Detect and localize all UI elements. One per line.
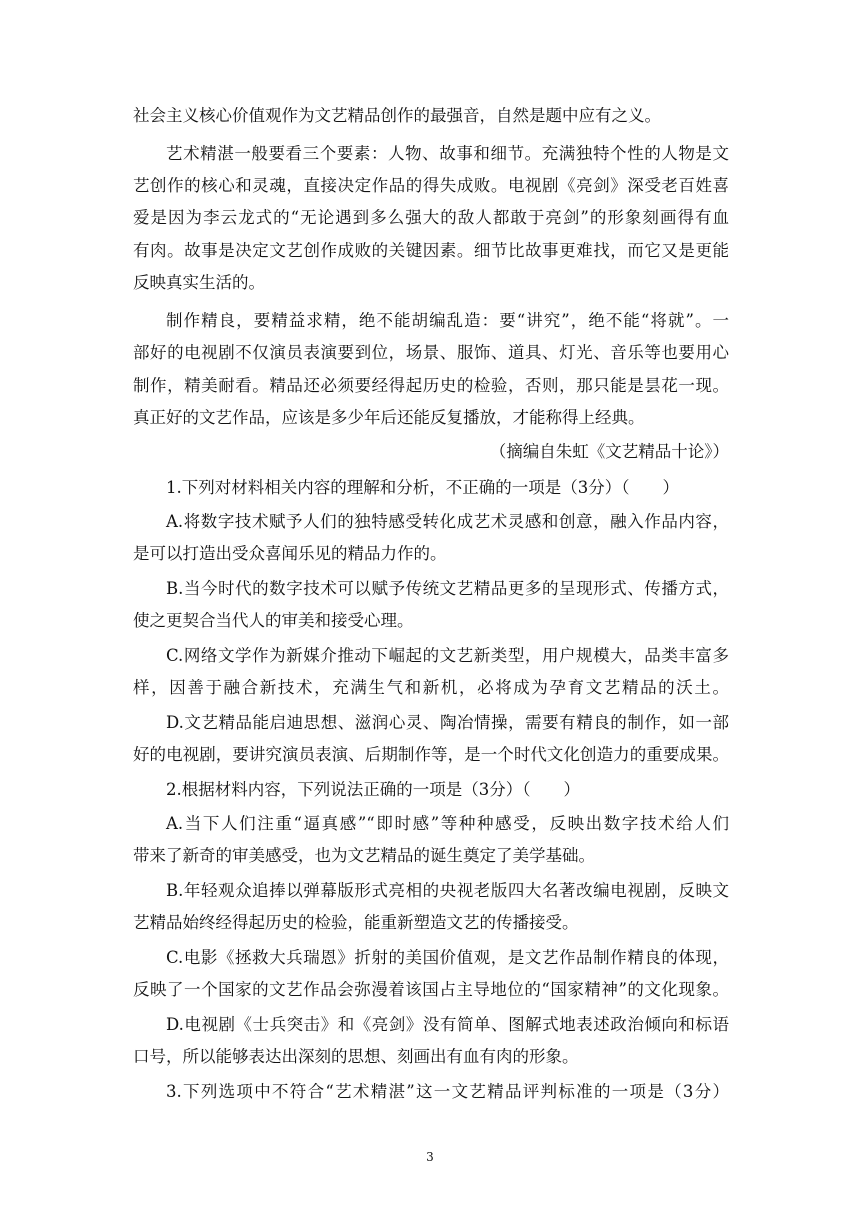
question-3: 3.下列选项中不符合“艺术精湛”这一文艺精品评判标准的一项是（3分） bbox=[166, 1082, 729, 1101]
option-line: 样，因善于融合新技术，充满生气和新机，必将成为孕育文艺精品的沃土。 bbox=[133, 678, 729, 697]
option-line: B.当今时代的数字技术可以赋予传统文艺精品更多的呈现形式、传播方式， bbox=[166, 579, 729, 598]
option-line: 带来了新奇的审美感受，也为文艺精品的诞生奠定了美学基础。 bbox=[133, 846, 595, 865]
question-1: 1.下列对材料相关内容的理解和分析，不正确的一项是（3分）（ ） bbox=[166, 478, 679, 497]
text-line: 反映真实生活的。 bbox=[133, 273, 265, 292]
option-line: 好的电视剧，要讲究演员表演、后期制作等，是一个时代文化创造力的重要成果。 bbox=[133, 745, 729, 764]
text-line: 有肉。故事是决定文艺创作成败的关键因素。细节比故事更难找，而它又是更能 bbox=[133, 241, 729, 260]
option-line: A.当下人们注重“逼真感”“即时感”等种种感受，反映出数字技术给人们 bbox=[166, 814, 729, 833]
option-line: D.文艺精品能启迪思想、滋润心灵、陶冶情操，需要有精良的制作，如一部 bbox=[166, 713, 729, 732]
question-2: 2.根据材料内容，下列说法正确的一项是（3分）（ ） bbox=[166, 780, 580, 799]
option-line: 艺精品始终经得起历史的检验，能重新塑造文艺的传播接受。 bbox=[133, 913, 579, 932]
option-line: 口号，所以能够表达出深刻的思想、刻画出有血有肉的形象。 bbox=[133, 1047, 579, 1066]
text-line: 部好的电视剧不仅演员表演要到位，场景、服饰、道具、灯光、音乐等也要用心 bbox=[133, 343, 729, 362]
option-line: B.年轻观众追捧以弹幕版形式亮相的央视老版四大名著改编电视剧，反映文 bbox=[166, 881, 729, 900]
option-line: A.将数字技术赋予人们的独特感受转化成艺术灵感和创意，融入作品内容， bbox=[166, 512, 729, 531]
option-line: 反映了一个国家的文艺作品会弥漫着该国占主导地位的“国家精神”的文化现象。 bbox=[133, 980, 729, 999]
text-line: 制作精良，要精益求精，绝不能胡编乱造：要“讲究”，绝不能“将就”。一 bbox=[166, 311, 729, 330]
text-line: 艺术精湛一般要看三个要素：人物、故事和细节。充满独特个性的人物是文 bbox=[166, 144, 729, 163]
text-line: 制作，精美耐看。精品还必须要经得起历史的检验，否则，那只能是昙花一现。 bbox=[133, 376, 729, 395]
text-line: 艺创作的核心和灵魂，直接决定作品的得失成败。电视剧《亮剑》深受老百姓喜 bbox=[133, 176, 729, 195]
text-line: 真正好的文艺作品，应该是多少年后还能反复播放，才能称得上经典。 bbox=[133, 408, 645, 427]
citation: （摘编自朱虹《文艺精品十论》） bbox=[489, 442, 729, 461]
option-line: C.电影《拯救大兵瑞恩》折射的美国价值观，是文艺作品制作精良的体现， bbox=[166, 948, 729, 967]
page-number: 3 bbox=[426, 1150, 434, 1164]
option-line: D.电视剧《士兵突击》和《亮剑》没有简单、图解式地表述政治倾向和标语 bbox=[166, 1015, 729, 1034]
option-line: C.网络文学作为新媒介推动下崛起的文艺新类型，用户规模大，品类丰富多 bbox=[166, 646, 729, 665]
text-line: 爱是因为李云龙式的“无论遇到多么强大的敌人都敢于亮剑”的形象刻画得有血 bbox=[133, 208, 729, 227]
text-line: 社会主义核心价值观作为文艺精品创作的最强音，自然是题中应有之义。 bbox=[133, 106, 661, 125]
option-line: 使之更契合当代人的审美和接受心理。 bbox=[133, 611, 414, 630]
option-line: 是可以打造出受众喜闻乐见的精品力作的。 bbox=[133, 544, 447, 563]
